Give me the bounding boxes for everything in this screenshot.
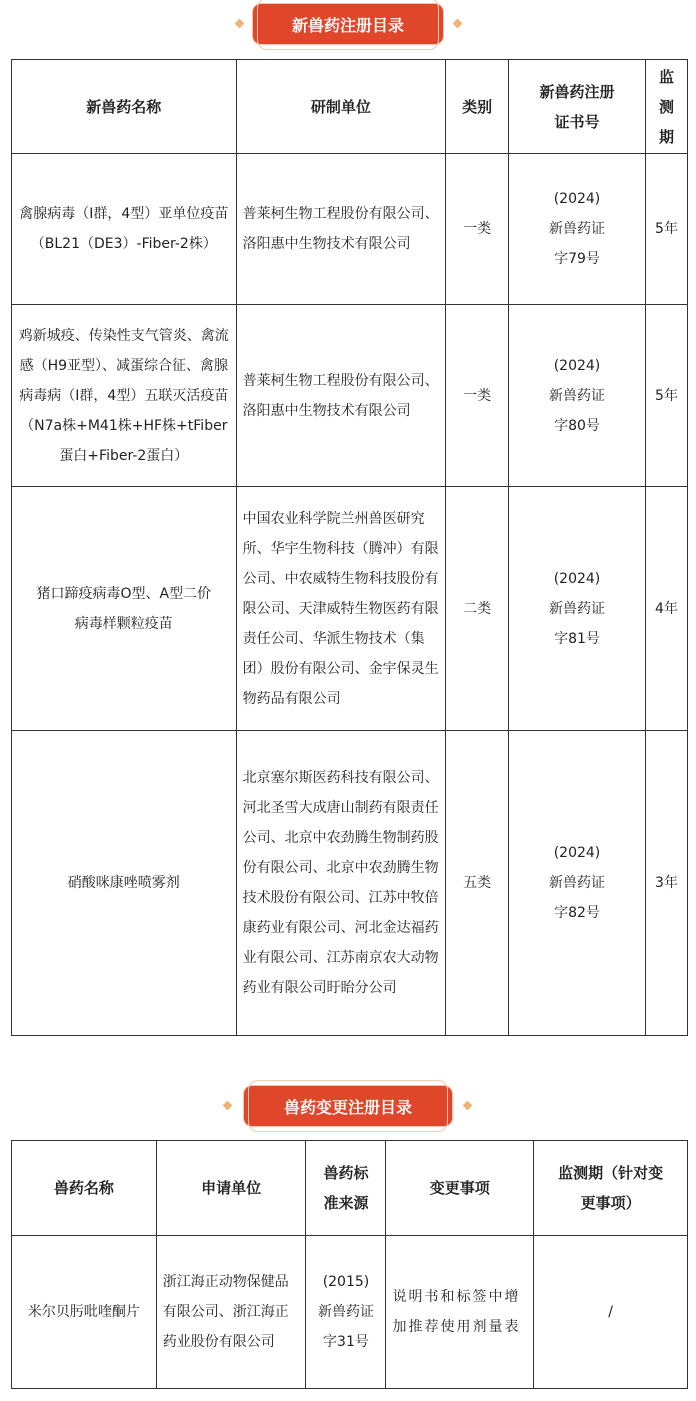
drug-period: 3年 — [645, 731, 687, 1036]
diamond-icon — [463, 1101, 473, 1111]
table-header-row — [12, 60, 688, 154]
table-row — [12, 154, 688, 305]
header-change: 变更事项 — [386, 1141, 534, 1236]
header-period: 监测期 — [645, 60, 687, 154]
table-row — [12, 1236, 688, 1389]
drug-unit: 普莱柯生物工程股份有限公司、洛阳惠中生物技术有限公司 — [236, 154, 446, 305]
section-banner-change — [0, 1082, 696, 1130]
drug-name: 鸡新城疫、传染性支气管炎、禽流感（H9亚型）、减蛋综合征、禽腺病毒病（I群，4型）五联灭活疫苗（N7a株+M41株+HF株+tFiber蛋白+Fiber-2蛋白） — [12, 305, 237, 487]
drug-cert: (2024)新兽药证字80号 — [509, 305, 646, 487]
banner-text: 新兽药注册目录 — [291, 15, 404, 35]
new-drug-table — [11, 59, 688, 1036]
drug-unit: 普莱柯生物工程股份有限公司、洛阳惠中生物技术有限公司 — [236, 305, 446, 487]
drug-unit: 中国农业科学院兰州兽医研究所、华宇生物科技（腾冲）有限公司、中农威特生物科技股份有限公司、天津威特生物医药有限责任公司、华派生物技术（集团）股份有限公司、金宇保灵生物药品有限公司 — [236, 487, 446, 731]
header-cert: 新兽药注册证书号 — [509, 60, 646, 154]
drug-category: 一类 — [446, 154, 509, 305]
header-source: 兽药标准来源 — [306, 1141, 386, 1236]
drug-unit: 浙江海正动物保健品有限公司、浙江海正药业股份有限公司 — [156, 1236, 306, 1389]
drug-cert: (2024)新兽药证字79号 — [509, 154, 646, 305]
diamond-icon — [223, 1101, 233, 1111]
banner-title — [244, 1086, 452, 1126]
drug-cert: (2024)新兽药证字81号 — [509, 487, 646, 731]
header-name: 兽药名称 — [12, 1141, 157, 1236]
drug-name: 米尔贝肟吡喹酮片 — [12, 1236, 157, 1389]
drug-period: 5年 — [645, 154, 687, 305]
drug-cert: (2024)新兽药证字82号 — [509, 731, 646, 1036]
header-name: 新兽药名称 — [12, 60, 237, 154]
drug-category: 二类 — [446, 487, 509, 731]
banner-title — [253, 4, 443, 44]
drug-period: / — [534, 1236, 688, 1389]
table-row — [12, 305, 688, 487]
diamond-icon — [453, 19, 463, 29]
header-unit: 申请单位 — [156, 1141, 306, 1236]
change-registration-table — [11, 1140, 688, 1389]
drug-source: (2015)新兽药证字31号 — [306, 1236, 386, 1389]
banner-text: 兽药变更注册目录 — [283, 1097, 412, 1117]
header-category: 类别 — [446, 60, 509, 154]
table-row — [12, 731, 688, 1036]
drug-period: 5年 — [645, 305, 687, 487]
drug-name: 硝酸咪康唑喷雾剂 — [12, 731, 237, 1036]
diamond-icon — [235, 19, 245, 29]
drug-name: 禽腺病毒（I群，4型）亚单位疫苗（BL21（DE3）-Fiber-2株） — [12, 154, 237, 305]
drug-category: 一类 — [446, 305, 509, 487]
table-header-row — [12, 1141, 688, 1236]
drug-category: 五类 — [446, 731, 509, 1036]
header-period: 监测期（针对变更事项） — [534, 1141, 688, 1236]
drug-unit: 北京塞尔斯医药科技有限公司、河北圣雪大成唐山制药有限责任公司、北京中农劲腾生物制药股份有限公司、北京中农劲腾生物技术股份有限公司、江苏中牧倍康药业有限公司、河北金达福药业有限公司、江苏南京农大动物药业有限公司盱眙分公司 — [236, 731, 446, 1036]
table-row — [12, 487, 688, 731]
drug-change: 说明书和标签中增加推荐使用剂量表 — [386, 1236, 534, 1389]
header-unit: 研制单位 — [236, 60, 446, 154]
drug-name: 猪口蹄疫病毒O型、A型二价病毒样颗粒疫苗 — [12, 487, 237, 731]
drug-period: 4年 — [645, 487, 687, 731]
section-banner-new-drug — [0, 0, 696, 48]
